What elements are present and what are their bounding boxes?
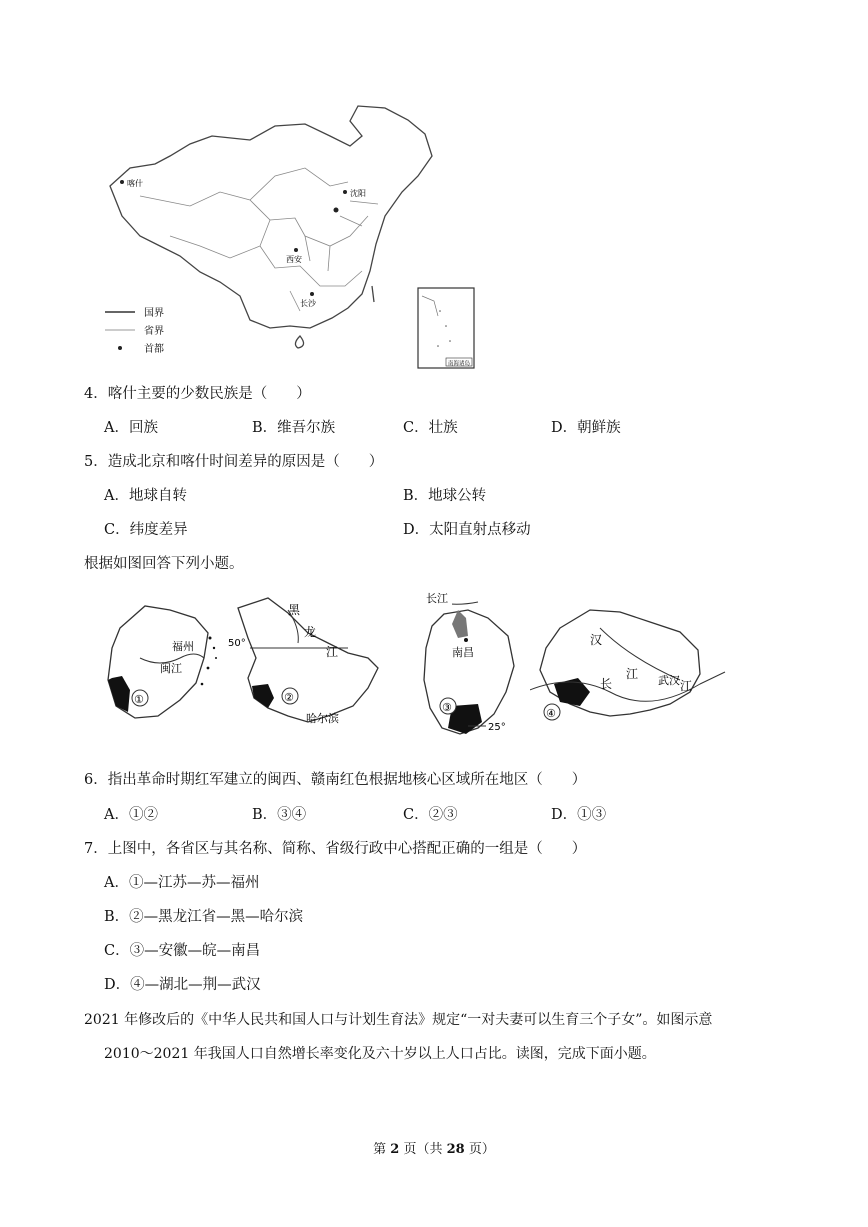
province-3-lat: 25° (488, 722, 506, 733)
province-2-city: 哈尔滨 (306, 712, 339, 725)
intro-2-line-1: 2021 年修改后的《中华人民共和国人口与计划生育法》规定“一对夫妻可以生育三个子女”。如图示意 (84, 1012, 713, 1028)
q5-stem: 5．造成北京和喀什时间差异的原因是（ ） (84, 454, 384, 470)
province-4-city: 武汉 (658, 674, 680, 687)
city-changsha: 长沙 (300, 299, 316, 308)
province-2-river-2: 龙 (304, 625, 317, 639)
province-1-city: 福州 (172, 640, 194, 653)
province-map-2 (228, 588, 388, 748)
legend-capital: 首都 (144, 344, 164, 355)
q6-option-c[interactable]: C．②③ (403, 807, 458, 823)
province-4-num: ④ (546, 707, 556, 720)
q4-option-d[interactable]: D．朝鲜族 (551, 420, 621, 436)
kashgar-dot (120, 180, 124, 184)
q4-option-b[interactable]: B．维吾尔族 (252, 420, 336, 436)
q7-option-a[interactable]: A．①—江苏—苏—福州 (104, 875, 260, 891)
legend-border: 国界 (144, 308, 164, 319)
city-shenyang: 沈阳 (350, 189, 366, 198)
province-1-river: 闽江 (160, 662, 182, 675)
beijing-dot (334, 208, 339, 213)
city-xian: 西安 (286, 255, 302, 264)
q6-option-b[interactable]: B．③④ (252, 807, 307, 823)
province-3-num: ③ (442, 701, 452, 714)
province-4-river-3: 长 (600, 677, 613, 691)
legend-province: 省界 (144, 326, 164, 337)
q6-option-d[interactable]: D．①③ (551, 807, 607, 823)
q4-option-c[interactable]: C．壮族 (403, 420, 458, 436)
q5-option-a[interactable]: A．地球自转 (104, 488, 187, 504)
q5-option-c[interactable]: C．纬度差异 (104, 522, 188, 538)
footer-mid: 页（共 (399, 1142, 447, 1157)
footer-post: 页） (464, 1142, 495, 1157)
intro-2-line-2: 2010～2021 年我国人口自然增长率变化及六十岁以上人口占比。读图，完成下面小题。 (104, 1046, 656, 1062)
q4-stem: 4．喀什主要的少数民族是（ ） (84, 386, 311, 402)
province-map-1 (100, 588, 230, 748)
province-4-river-1: 汉 (590, 633, 603, 647)
south-sea-inset (418, 288, 474, 368)
footer-page-number: 2 (390, 1142, 400, 1157)
province-map-3 (408, 588, 528, 748)
province-3-city: 南昌 (452, 646, 474, 659)
inset-label: 南海诸岛 (448, 361, 471, 367)
xian-dot (294, 248, 298, 252)
q7-stem: 7．上图中，各省区与其名称、简称、省级行政中心搭配正确的一组是（ ） (84, 841, 587, 857)
china-outline (110, 106, 432, 328)
province-4-river-2: 江 (626, 667, 639, 681)
changsha-dot (310, 292, 314, 296)
shenyang-dot (343, 190, 347, 194)
china-map (100, 96, 480, 374)
q7-option-d[interactable]: D．④—湖北—荆—武汉 (104, 977, 261, 993)
province-1-num: ① (134, 693, 144, 706)
q7-option-c[interactable]: C．③—安徽—皖—南昌 (104, 943, 261, 959)
intro-1: 根据如图回答下列小题。 (84, 556, 244, 572)
q4-option-a[interactable]: A．回族 (104, 420, 158, 436)
q5-option-d[interactable]: D．太阳直射点移动 (403, 522, 531, 538)
page-footer (0, 1138, 868, 1157)
city-kashgar: 喀什 (127, 179, 143, 188)
province-4-river-4: 江 (680, 679, 693, 693)
footer-total-pages: 28 (446, 1142, 465, 1157)
province-2-lat: 50° (228, 638, 246, 649)
province-2-num: ② (284, 691, 294, 704)
q7-option-b[interactable]: B．②—黑龙江省—黑—哈尔滨 (104, 909, 304, 925)
q6-option-a[interactable]: A．①② (104, 807, 158, 823)
province-3-river: 长江 (426, 592, 448, 605)
q5-option-b[interactable]: B．地球公转 (403, 488, 487, 504)
q6-stem: 6．指出革命时期红军建立的闽西、赣南红色根据地核心区域所在地区（ ） (84, 772, 587, 788)
footer-pre: 第 (373, 1142, 391, 1157)
province-2-river-3: 江 (326, 645, 339, 659)
province-map-4 (530, 588, 730, 748)
province-2-river-1: 黑 (288, 603, 301, 617)
